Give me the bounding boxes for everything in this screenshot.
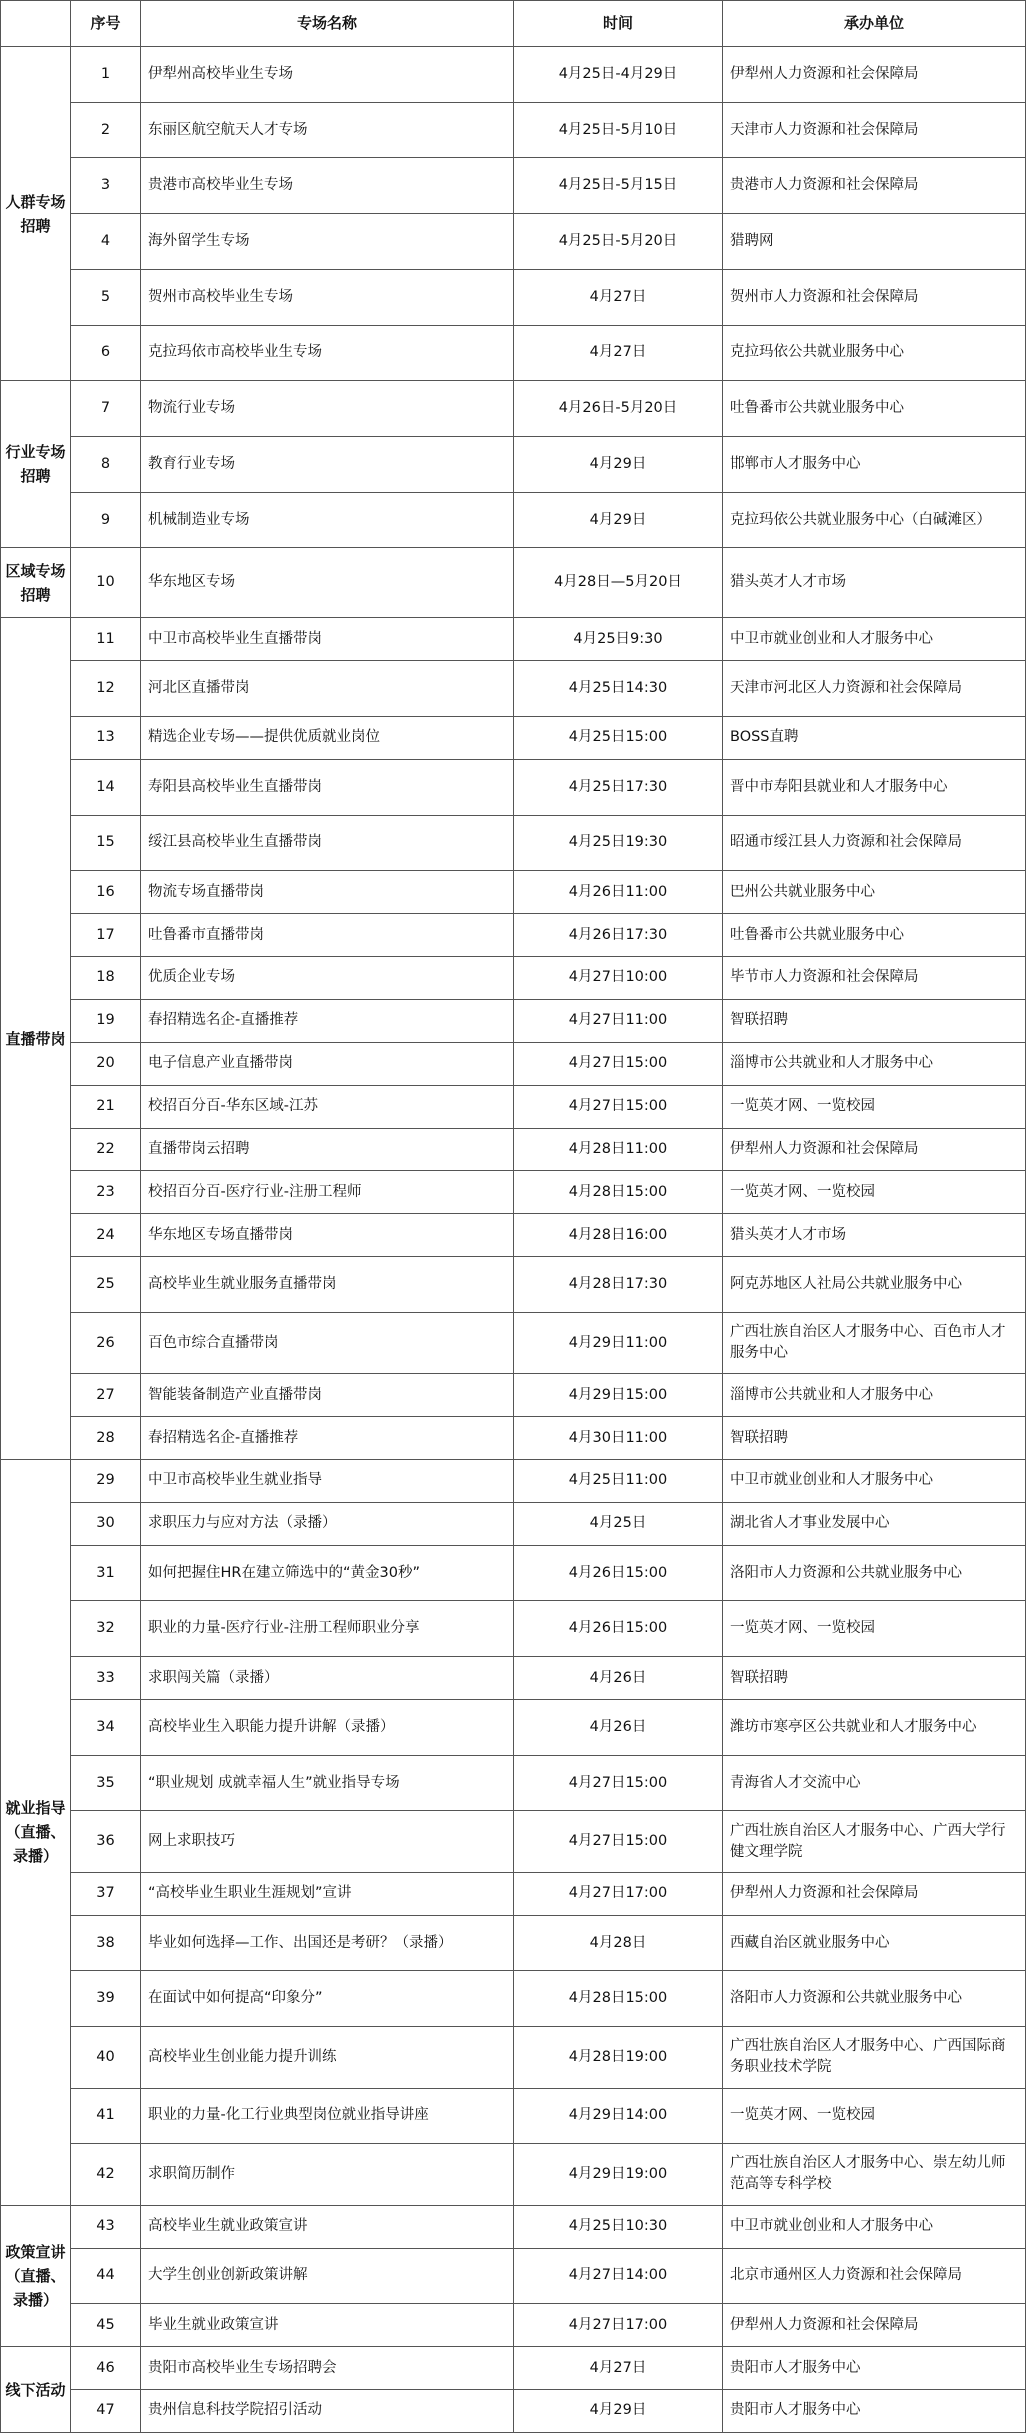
name-cell: 直播带岗云招聘	[141, 1128, 514, 1171]
no-cell: 24	[71, 1214, 141, 1257]
no-cell: 25	[71, 1257, 141, 1313]
table-row	[1, 325, 1026, 381]
time-cell: 4月25日-5月20日	[514, 214, 723, 270]
no-cell: 10	[71, 548, 141, 618]
no-cell: 33	[71, 1657, 141, 1700]
table-row	[1, 1699, 1026, 1755]
time-cell: 4月30日11:00	[514, 1417, 723, 1460]
no-cell: 31	[71, 1545, 141, 1601]
table-row	[1, 914, 1026, 957]
table-row	[1, 1657, 1026, 1700]
time-cell: 4月26日	[514, 1657, 723, 1700]
org-cell: 天津市河北区人力资源和社会保障局	[723, 661, 1026, 717]
table-row	[1, 1811, 1026, 1872]
no-cell: 29	[71, 1459, 141, 1502]
table-row	[1, 437, 1026, 493]
table-row	[1, 661, 1026, 717]
org-cell: 阿克苏地区人社局公共就业服务中心	[723, 1257, 1026, 1313]
table-row	[1, 1374, 1026, 1417]
no-cell: 13	[71, 717, 141, 760]
table-row	[1, 2205, 1026, 2248]
no-cell: 11	[71, 618, 141, 661]
no-cell: 39	[71, 1971, 141, 2027]
no-cell: 42	[71, 2144, 141, 2205]
table-row	[1, 1128, 1026, 1171]
org-cell: 一览英才网、一览校园	[723, 1085, 1026, 1128]
org-cell: 洛阳市人力资源和公共就业服务中心	[723, 1545, 1026, 1601]
org-cell: 伊犁州人力资源和社会保障局	[723, 47, 1026, 103]
no-cell: 26	[71, 1312, 141, 1373]
table-row	[1, 1312, 1026, 1373]
no-cell: 22	[71, 1128, 141, 1171]
table-row	[1, 871, 1026, 914]
org-cell: 中卫市就业创业和人才服务中心	[723, 1459, 1026, 1502]
name-cell: 贺州市高校毕业生专场	[141, 269, 514, 325]
name-header: 专场名称	[141, 1, 514, 47]
no-cell: 12	[71, 661, 141, 717]
org-cell: 昭通市绥江县人力资源和社会保障局	[723, 815, 1026, 871]
table-row	[1, 2248, 1026, 2304]
org-cell: 潍坊市寒亭区公共就业和人才服务中心	[723, 1699, 1026, 1755]
time-cell: 4月25日17:30	[514, 759, 723, 815]
time-cell: 4月25日11:00	[514, 1459, 723, 1502]
org-cell: BOSS直聘	[723, 717, 1026, 760]
time-cell: 4月25日19:30	[514, 815, 723, 871]
org-cell: 一览英才网、一览校园	[723, 1601, 1026, 1657]
org-cell: 智联招聘	[723, 1417, 1026, 1460]
name-cell: 智能装备制造产业直播带岗	[141, 1374, 514, 1417]
no-cell: 27	[71, 1374, 141, 1417]
name-cell: 克拉玛依市高校毕业生专场	[141, 325, 514, 381]
no-cell: 40	[71, 2027, 141, 2088]
org-cell: 青海省人才交流中心	[723, 1755, 1026, 1811]
name-cell: 东丽区航空航天人才专场	[141, 102, 514, 158]
no-cell: 46	[71, 2347, 141, 2390]
table-row	[1, 1601, 1026, 1657]
table-row	[1, 2389, 1026, 2432]
category-cell: 直播带岗	[1, 618, 71, 1459]
table-row	[1, 1971, 1026, 2027]
time-cell: 4月28日17:30	[514, 1257, 723, 1313]
table-row	[1, 214, 1026, 270]
name-cell: 高校毕业生创业能力提升训练	[141, 2027, 514, 2088]
table-row	[1, 1417, 1026, 1460]
name-cell: 求职简历制作	[141, 2144, 514, 2205]
no-cell: 32	[71, 1601, 141, 1657]
org-cell: 广西壮族自治区人才服务中心、百色市人才服务中心	[723, 1312, 1026, 1373]
table-row	[1, 1214, 1026, 1257]
no-cell: 4	[71, 214, 141, 270]
category-header	[1, 1, 71, 47]
org-cell: 毕节市人力资源和社会保障局	[723, 957, 1026, 1000]
name-cell: 贵阳市高校毕业生专场招聘会	[141, 2347, 514, 2390]
table-row	[1, 2088, 1026, 2144]
name-cell: 机械制造业专场	[141, 492, 514, 548]
name-cell: 教育行业专场	[141, 437, 514, 493]
time-cell: 4月28日	[514, 1915, 723, 1971]
org-cell: 广西壮族自治区人才服务中心、广西国际商务职业技术学院	[723, 2027, 1026, 2088]
time-cell: 4月27日15:00	[514, 1085, 723, 1128]
table-row	[1, 158, 1026, 214]
table-row	[1, 1257, 1026, 1313]
name-cell: “职业规划 成就幸福人生”就业指导专场	[141, 1755, 514, 1811]
org-cell: 湖北省人才事业发展中心	[723, 1502, 1026, 1545]
name-cell: 优质企业专场	[141, 957, 514, 1000]
org-cell: 猎头英才人才市场	[723, 548, 1026, 618]
org-cell: 中卫市就业创业和人才服务中心	[723, 618, 1026, 661]
no-header: 序号	[71, 1, 141, 47]
no-cell: 18	[71, 957, 141, 1000]
name-cell: 求职闯关篇（录播）	[141, 1657, 514, 1700]
name-cell: 物流行业专场	[141, 381, 514, 437]
table-row	[1, 381, 1026, 437]
org-cell: 贺州市人力资源和社会保障局	[723, 269, 1026, 325]
no-cell: 3	[71, 158, 141, 214]
no-cell: 8	[71, 437, 141, 493]
table-row	[1, 47, 1026, 103]
org-cell: 贵阳市人才服务中心	[723, 2347, 1026, 2390]
name-cell: 中卫市高校毕业生就业指导	[141, 1459, 514, 1502]
time-cell: 4月27日15:00	[514, 1042, 723, 1085]
category-cell: 行业专场招聘	[1, 381, 71, 548]
org-cell: 一览英才网、一览校园	[723, 2088, 1026, 2144]
org-cell: 吐鲁番市公共就业服务中心	[723, 381, 1026, 437]
org-cell: 伊犁州人力资源和社会保障局	[723, 1872, 1026, 1915]
table-row	[1, 492, 1026, 548]
no-cell: 1	[71, 47, 141, 103]
table-row	[1, 957, 1026, 1000]
table-row	[1, 2027, 1026, 2088]
name-cell: 贵州信息科技学院招引活动	[141, 2389, 514, 2432]
name-cell: 寿阳县高校毕业生直播带岗	[141, 759, 514, 815]
name-cell: 春招精选名企-直播推荐	[141, 1417, 514, 1460]
category-cell: 线下活动	[1, 2347, 71, 2433]
org-cell: 伊犁州人力资源和社会保障局	[723, 2304, 1026, 2347]
org-cell: 克拉玛依公共就业服务中心（白碱滩区）	[723, 492, 1026, 548]
org-cell: 巴州公共就业服务中心	[723, 871, 1026, 914]
table-row	[1, 1042, 1026, 1085]
org-cell: 克拉玛依公共就业服务中心	[723, 325, 1026, 381]
no-cell: 35	[71, 1755, 141, 1811]
no-cell: 43	[71, 2205, 141, 2248]
time-cell: 4月27日10:00	[514, 957, 723, 1000]
time-cell: 4月27日11:00	[514, 999, 723, 1042]
time-cell: 4月25日10:30	[514, 2205, 723, 2248]
time-cell: 4月29日	[514, 2389, 723, 2432]
time-cell: 4月27日17:00	[514, 2304, 723, 2347]
name-cell: 高校毕业生就业政策宣讲	[141, 2205, 514, 2248]
name-cell: 贵港市高校毕业生专场	[141, 158, 514, 214]
no-cell: 45	[71, 2304, 141, 2347]
name-cell: 职业的力量-医疗行业-注册工程师职业分享	[141, 1601, 514, 1657]
org-cell: 智联招聘	[723, 1657, 1026, 1700]
org-cell: 淄博市公共就业和人才服务中心	[723, 1042, 1026, 1085]
category-cell: 人群专场招聘	[1, 47, 71, 381]
name-cell: 吐鲁番市直播带岗	[141, 914, 514, 957]
time-cell: 4月29日19:00	[514, 2144, 723, 2205]
time-cell: 4月25日	[514, 1502, 723, 1545]
no-cell: 6	[71, 325, 141, 381]
time-cell: 4月25日9:30	[514, 618, 723, 661]
time-cell: 4月29日14:00	[514, 2088, 723, 2144]
org-header: 承办单位	[723, 1, 1026, 47]
table-row	[1, 618, 1026, 661]
no-cell: 38	[71, 1915, 141, 1971]
name-cell: 百色市综合直播带岗	[141, 1312, 514, 1373]
table-row	[1, 269, 1026, 325]
table-row	[1, 2304, 1026, 2347]
time-cell: 4月28日11:00	[514, 1128, 723, 1171]
name-cell: 精选企业专场——提供优质就业岗位	[141, 717, 514, 760]
category-cell: 就业指导（直播、录播）	[1, 1459, 71, 2205]
time-cell: 4月25日-4月29日	[514, 47, 723, 103]
org-cell: 贵阳市人才服务中心	[723, 2389, 1026, 2432]
org-cell: 中卫市就业创业和人才服务中心	[723, 2205, 1026, 2248]
time-cell: 4月27日15:00	[514, 1811, 723, 1872]
no-cell: 36	[71, 1811, 141, 1872]
name-cell: 绥江县高校毕业生直播带岗	[141, 815, 514, 871]
org-cell: 淄博市公共就业和人才服务中心	[723, 1374, 1026, 1417]
table-row	[1, 1755, 1026, 1811]
no-cell: 37	[71, 1872, 141, 1915]
table-row	[1, 1171, 1026, 1214]
name-cell: 毕业如何选择—工作、出国还是考研？（录播）	[141, 1915, 514, 1971]
time-header: 时间	[514, 1, 723, 47]
time-cell: 4月28日15:00	[514, 1171, 723, 1214]
no-cell: 5	[71, 269, 141, 325]
org-cell: 洛阳市人力资源和公共就业服务中心	[723, 1971, 1026, 2027]
time-cell: 4月26日-5月20日	[514, 381, 723, 437]
name-cell: 网上求职技巧	[141, 1811, 514, 1872]
no-cell: 16	[71, 871, 141, 914]
time-cell: 4月26日11:00	[514, 871, 723, 914]
no-cell: 9	[71, 492, 141, 548]
no-cell: 14	[71, 759, 141, 815]
table-row	[1, 548, 1026, 618]
time-cell: 4月26日15:00	[514, 1545, 723, 1601]
table-row	[1, 717, 1026, 760]
name-cell: 海外留学生专场	[141, 214, 514, 270]
no-cell: 34	[71, 1699, 141, 1755]
time-cell: 4月28日19:00	[514, 2027, 723, 2088]
no-cell: 19	[71, 999, 141, 1042]
org-cell: 贵港市人力资源和社会保障局	[723, 158, 1026, 214]
org-cell: 猎聘网	[723, 214, 1026, 270]
no-cell: 21	[71, 1085, 141, 1128]
time-cell: 4月29日15:00	[514, 1374, 723, 1417]
time-cell: 4月27日15:00	[514, 1755, 723, 1811]
time-cell: 4月27日	[514, 2347, 723, 2390]
name-cell: 河北区直播带岗	[141, 661, 514, 717]
time-cell: 4月26日15:00	[514, 1601, 723, 1657]
no-cell: 44	[71, 2248, 141, 2304]
time-cell: 4月26日	[514, 1699, 723, 1755]
table-row	[1, 1545, 1026, 1601]
name-cell: “高校毕业生职业生涯规划”宣讲	[141, 1872, 514, 1915]
table-row	[1, 1915, 1026, 1971]
name-cell: 如何把握住HR在建立筛选中的“黄金30秒”	[141, 1545, 514, 1601]
org-cell: 晋中市寿阳县就业和人才服务中心	[723, 759, 1026, 815]
no-cell: 28	[71, 1417, 141, 1460]
name-cell: 大学生创业创新政策讲解	[141, 2248, 514, 2304]
no-cell: 41	[71, 2088, 141, 2144]
table-row	[1, 1502, 1026, 1545]
header-row	[1, 1, 1026, 47]
name-cell: 伊犁州高校毕业生专场	[141, 47, 514, 103]
name-cell: 在面试中如何提高“印象分”	[141, 1971, 514, 2027]
name-cell: 校招百分百-华东区域-江苏	[141, 1085, 514, 1128]
time-cell: 4月27日	[514, 325, 723, 381]
org-cell: 吐鲁番市公共就业服务中心	[723, 914, 1026, 957]
org-cell: 智联招聘	[723, 999, 1026, 1042]
table-row	[1, 2347, 1026, 2390]
org-cell: 邯郸市人才服务中心	[723, 437, 1026, 493]
org-cell: 伊犁州人力资源和社会保障局	[723, 1128, 1026, 1171]
table-row	[1, 1085, 1026, 1128]
org-cell: 猎头英才人才市场	[723, 1214, 1026, 1257]
time-cell: 4月25日-5月10日	[514, 102, 723, 158]
org-cell: 西藏自治区就业服务中心	[723, 1915, 1026, 1971]
no-cell: 20	[71, 1042, 141, 1085]
time-cell: 4月29日	[514, 437, 723, 493]
no-cell: 2	[71, 102, 141, 158]
time-cell: 4月27日14:00	[514, 2248, 723, 2304]
time-cell: 4月27日17:00	[514, 1872, 723, 1915]
name-cell: 毕业生就业政策宣讲	[141, 2304, 514, 2347]
name-cell: 高校毕业生入职能力提升讲解（录播）	[141, 1699, 514, 1755]
org-cell: 广西壮族自治区人才服务中心、广西大学行健文理学院	[723, 1811, 1026, 1872]
no-cell: 23	[71, 1171, 141, 1214]
name-cell: 求职压力与应对方法（录播）	[141, 1502, 514, 1545]
name-cell: 华东地区专场	[141, 548, 514, 618]
table-row	[1, 815, 1026, 871]
time-cell: 4月27日	[514, 269, 723, 325]
category-cell: 政策宣讲（直播、录播）	[1, 2205, 71, 2346]
no-cell: 30	[71, 1502, 141, 1545]
category-cell: 区域专场招聘	[1, 548, 71, 618]
table-row	[1, 2144, 1026, 2205]
org-cell: 北京市通州区人力资源和社会保障局	[723, 2248, 1026, 2304]
table-row	[1, 999, 1026, 1042]
org-cell: 广西壮族自治区人才服务中心、崇左幼儿师范高等专科学校	[723, 2144, 1026, 2205]
time-cell: 4月25日14:30	[514, 661, 723, 717]
name-cell: 物流专场直播带岗	[141, 871, 514, 914]
time-cell: 4月29日11:00	[514, 1312, 723, 1373]
time-cell: 4月25日15:00	[514, 717, 723, 760]
name-cell: 职业的力量-化工行业典型岗位就业指导讲座	[141, 2088, 514, 2144]
org-cell: 天津市人力资源和社会保障局	[723, 102, 1026, 158]
name-cell: 中卫市高校毕业生直播带岗	[141, 618, 514, 661]
name-cell: 校招百分百-医疗行业-注册工程师	[141, 1171, 514, 1214]
table-row	[1, 1872, 1026, 1915]
no-cell: 47	[71, 2389, 141, 2432]
time-cell: 4月29日	[514, 492, 723, 548]
name-cell: 华东地区专场直播带岗	[141, 1214, 514, 1257]
time-cell: 4月28日15:00	[514, 1971, 723, 2027]
name-cell: 春招精选名企-直播推荐	[141, 999, 514, 1042]
name-cell: 高校毕业生就业服务直播带岗	[141, 1257, 514, 1313]
no-cell: 7	[71, 381, 141, 437]
table-row	[1, 759, 1026, 815]
table-row	[1, 102, 1026, 158]
table-row	[1, 1459, 1026, 1502]
time-cell: 4月28日16:00	[514, 1214, 723, 1257]
name-cell: 电子信息产业直播带岗	[141, 1042, 514, 1085]
schedule-body	[1, 47, 1026, 2433]
time-cell: 4月25日-5月15日	[514, 158, 723, 214]
org-cell: 一览英才网、一览校园	[723, 1171, 1026, 1214]
time-cell: 4月26日17:30	[514, 914, 723, 957]
no-cell: 17	[71, 914, 141, 957]
no-cell: 15	[71, 815, 141, 871]
time-cell: 4月28日—5月20日	[514, 548, 723, 618]
